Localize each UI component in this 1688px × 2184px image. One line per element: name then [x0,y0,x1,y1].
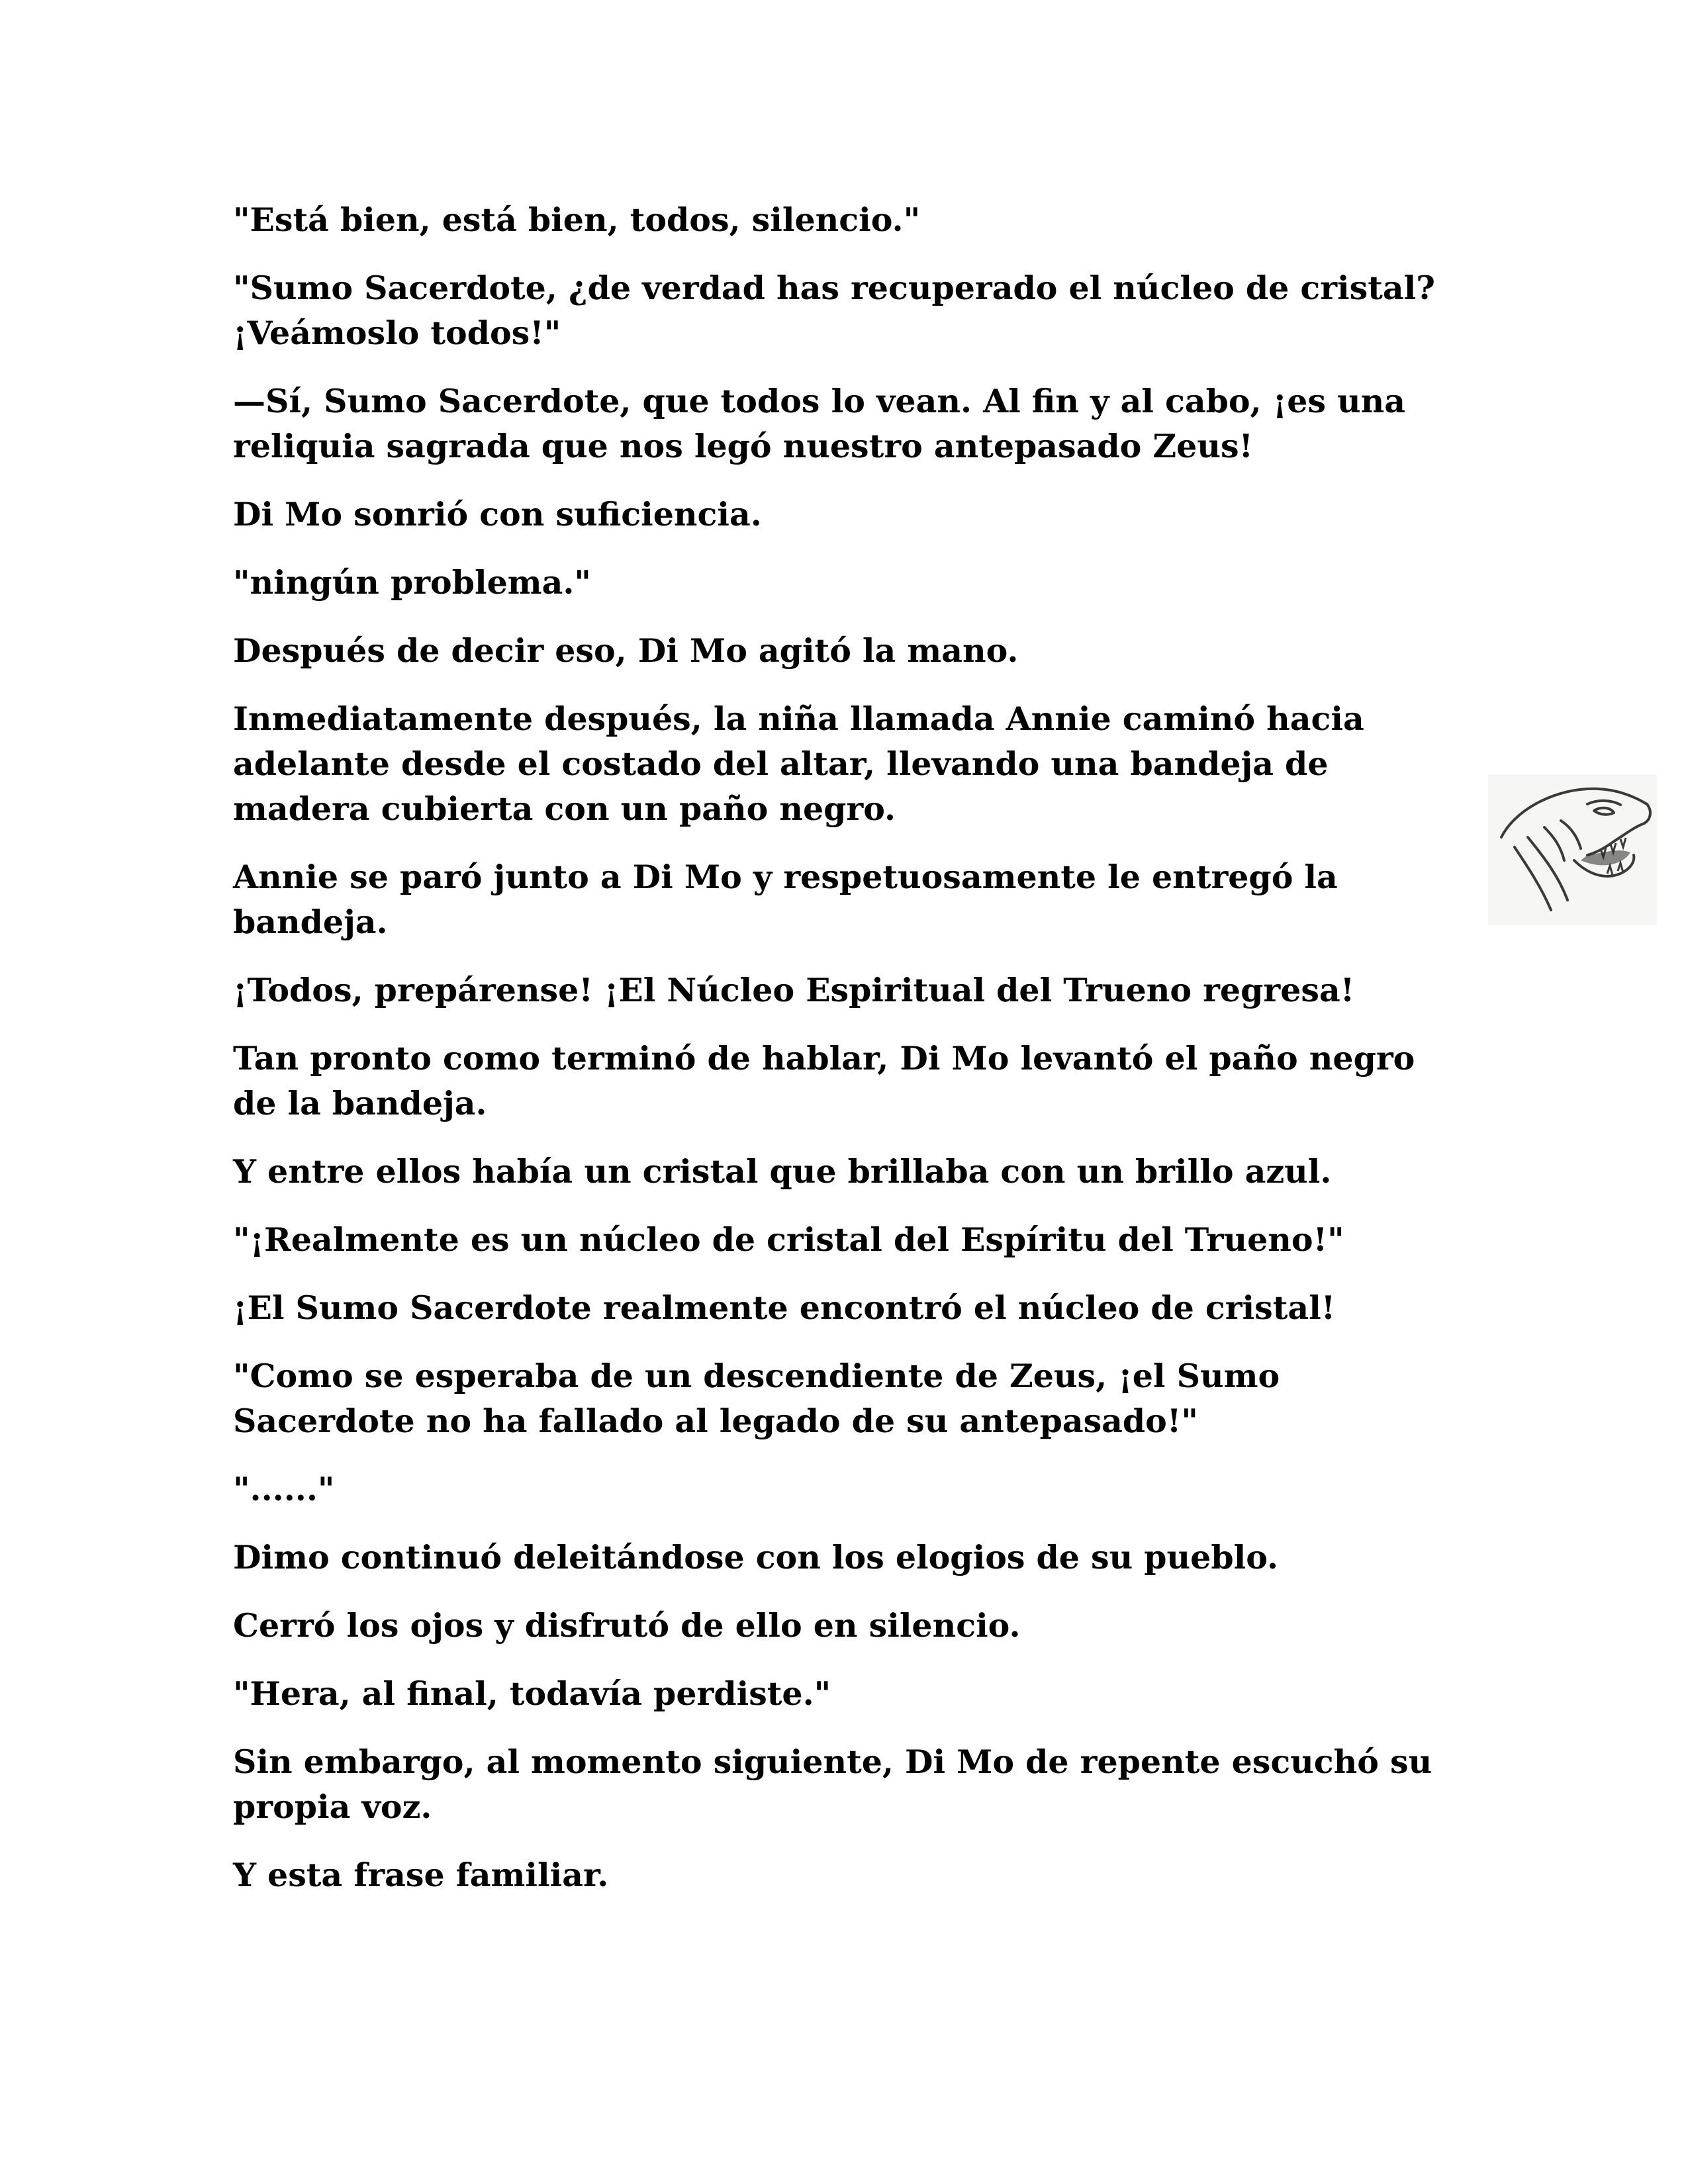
dinosaur-head-svg [1488,774,1657,925]
paragraph: "Está bien, está bien, todos, silencio." [233,201,921,239]
paragraph: "Sumo Sacerdote, ¿de verdad has recuperado el núcleo de cristal? ¡Veámoslo todos!" [233,269,1435,352]
paragraph: Tan pronto como terminó de hablar, Di Mo levantó el paño negro de la bandeja. [233,1039,1415,1122]
paragraph: Sin embargo, al momento siguiente, Di Mo de repente escuchó su propia voz. [233,1743,1432,1826]
paragraph: Dimo continuó deleitándose con los elogios de su pueblo. [233,1538,1279,1576]
paragraph: Cerró los ojos y disfrutó de ello en silencio. [233,1606,1021,1645]
paragraph: "ningún problema." [233,563,591,602]
paragraph: "......" [233,1470,335,1508]
dinosaur-head-sketch-icon [1488,774,1657,925]
paragraph: Y esta frase familiar. [233,1856,609,1894]
body-text [233,197,1458,1921]
paragraph: ¡El Sumo Sacerdote realmente encontró el núcleo de cristal! [233,1289,1336,1327]
paragraph: Y entre ellos había un cristal que brillaba con un brillo azul. [233,1152,1332,1191]
paragraph: Di Mo sonrió con suficiencia. [233,495,762,533]
paragraph: ¡Todos, prepárense! ¡El Núcleo Espiritual del Trueno regresa! [233,971,1355,1009]
paragraph: Inmediatamente después, la niña llamada Annie caminó hacia adelante desde el costado del altar, llevando una bandeja de madera cubierta con un paño negro. [233,700,1364,828]
paragraph: "Como se esperaba de un descendiente de Zeus, ¡el Sumo Sacerdote no ha fallado al legado de su antepasado!" [233,1357,1280,1440]
paragraph: "¡Realmente es un núcleo de cristal del Espíritu del Trueno!" [233,1220,1344,1259]
paragraph: "Hera, al final, todavía perdiste." [233,1674,831,1713]
paragraph: —Sí, Sumo Sacerdote, que todos lo vean. Al fin y al cabo, ¡es una reliquia sagrada que nos legó nuestro antepasado Zeus! [233,382,1406,465]
paragraph: Annie se paró junto a Di Mo y respetuosamente le entregó la bandeja. [233,858,1338,941]
paragraph: Después de decir eso, Di Mo agitó la mano. [233,631,1019,670]
